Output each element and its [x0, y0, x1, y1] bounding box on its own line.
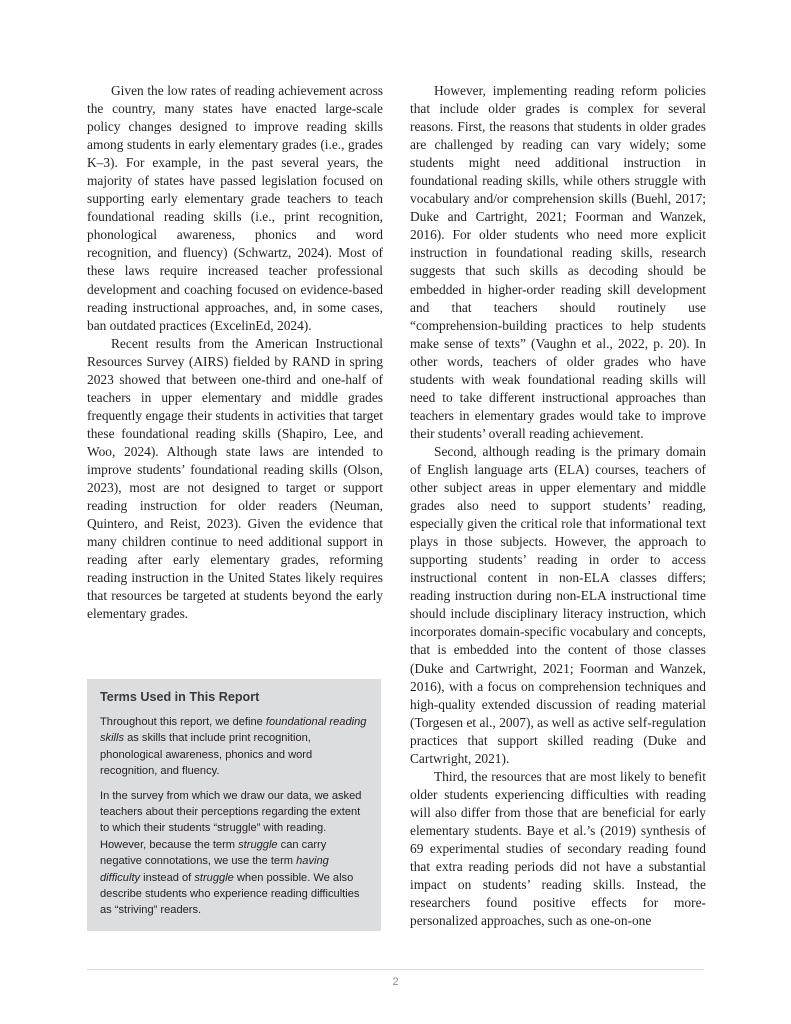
right-column: [410, 82, 706, 930]
sidebar-term: struggle: [238, 838, 278, 851]
sidebar-text: Throughout this report, we define: [100, 716, 266, 728]
body-paragraph: Given the low rates of reading achievement across the country, many states have enacted large-scale policy changes designed to improve reading skills among students in early elementary grades (i.e., grades K–3). For example, in the past several years, the majority of states have passed legislation focused on supporting early elementary grade teachers to teach foundational reading skills (i.e., print recognition, phonological awareness, phonics and word recognition, and fluency) (Schwartz, 2024). Most of these laws require increased teacher professional development and coaching focused on evidence-based reading instructional approaches, and, in some cases, ban outdated practices (ExcelinEd, 2024).: [87, 83, 383, 333]
sidebar-paragraph: [100, 788, 367, 919]
sidebar-text: In the survey from which we draw our data, we asked teachers about their perceptions regarding the extent to which their students “struggle” with reading. However, because the term: [100, 789, 362, 851]
body-paragraph: However, implementing reading reform policies that include older grades is complex for several reasons. First, the reasons that students in older grades are challenged by reading can vary widely; some students might need additional instruction in foundational reading skills, while others struggle with vocabulary and/or comprehension skills (Buehl, 2017; Duke and Cartright, 2021; Foorman and Wanzek, 2016). For older students who need more explicit instruction in foundational reading skills, research suggests that such skills as decoding should be embedded in higher-order reading skill development and that teachers should routinely use “comprehension-building practices to help students make sense of texts” (Vaughn et al., 2022, p. 20). In other words, teachers of older grades who have students with weak foundational reading skills will need to take different instructional approaches than teachers in elementary grades would take to improve their students’ overall reading achievement.: [410, 83, 706, 441]
left-column: [87, 82, 383, 623]
sidebar-title: Terms Used in This Report: [100, 690, 260, 704]
sidebar-text: can carry negative connotations, we use the term: [100, 838, 327, 868]
terms-sidebar: [87, 679, 381, 931]
body-paragraph: Recent results from the American Instructional Resources Survey (AIRS) fielded by RAND in spring 2023 showed that between one-third and one-half of teachers in upper elementary and middle grades frequently engage their students in activities that target these foundational reading skills (Shapiro, Lee, and Woo, 2024). Although state laws are intended to improve students’ foundational reading skills (Olson, 2023), most are not designed to target or support reading instruction for older readers (Neuman, Quintero, and Reist, 2023). Given the evidence that many children continue to need additional support in reading after early elementary grades, reforming reading instruction in the United States likely requires that resources be targeted at students beyond the early elementary grades.: [87, 335, 383, 622]
sidebar-paragraph: [100, 714, 367, 780]
sidebar-text: when possible. We also describe students who experience reading difficulties as “striving” readers.: [100, 871, 360, 917]
page-number: 2: [392, 976, 399, 988]
footer-divider: [87, 969, 704, 970]
sidebar-term: foundational reading skills: [100, 716, 367, 745]
body-paragraph: Second, although reading is the primary domain of English language arts (ELA) courses, teachers of other subject areas in upper elementary and middle grades also need to support students’ reading, especially given the critical role that informational text plays in those subjects. However, the approach to supporting students’ reading in order to access instructional content in non-ELA classes differs; reading instruction during non-ELA instructional time should include disciplinary literacy instruction, which incorporates domain-specific vocabulary and concepts, that is embedded into the content of those classes (Duke and Cartwright, 2021; Foorman and Wanzek, 2016), with a focus on comprehension techniques and high-quality extended discussion of reading material (Torgesen et al., 2007), as well as active self-regulation practices that support skilled reading (Duke and Cartwright, 2021).: [410, 443, 706, 766]
body-paragraph: Third, the resources that are most likely to benefit older students experiencing difficulties with reading will also differ from those that are beneficial for early elementary students. Baye et al.’s (2019) synthesis of 69 experimental studies of secondary reading found that extra reading periods did not have a substantial impact on students’ reading skills. Instead, the researchers found positive effects for more-personalized approaches, such as one-on-one: [410, 768, 706, 929]
sidebar-term: having difficulty: [100, 855, 329, 884]
sidebar-term: struggle: [194, 871, 234, 884]
sidebar-text: as skills that include print recognition, phonological awareness, phonics and word recognition, and fluency.: [100, 732, 313, 778]
sidebar-text: instead of: [140, 871, 195, 884]
